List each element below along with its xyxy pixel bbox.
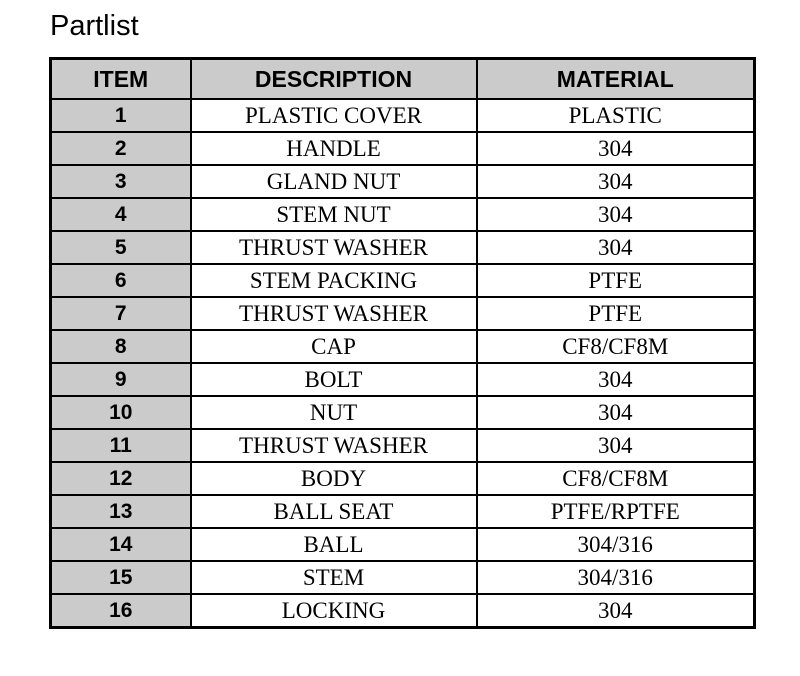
column-header-item: ITEM xyxy=(51,59,191,100)
item-number-cell: 8 xyxy=(51,330,191,363)
description-cell: THRUST WASHER xyxy=(191,297,477,330)
description-cell: BODY xyxy=(191,462,477,495)
item-number-cell: 14 xyxy=(51,528,191,561)
column-header-material: MATERIAL xyxy=(477,59,755,100)
material-cell: 304 xyxy=(477,429,755,462)
item-number-cell: 9 xyxy=(51,363,191,396)
table-row xyxy=(51,429,755,462)
item-number-cell: 4 xyxy=(51,198,191,231)
item-number-cell: 2 xyxy=(51,132,191,165)
description-cell: STEM xyxy=(191,561,477,594)
item-number-cell: 6 xyxy=(51,264,191,297)
item-number-cell: 3 xyxy=(51,165,191,198)
item-number-cell: 5 xyxy=(51,231,191,264)
item-number-cell: 11 xyxy=(51,429,191,462)
description-cell: PLASTIC COVER xyxy=(191,99,477,132)
column-header-description: DESCRIPTION xyxy=(191,59,477,100)
item-number-cell: 16 xyxy=(51,594,191,628)
item-number-cell: 7 xyxy=(51,297,191,330)
table-row xyxy=(51,132,755,165)
table-row xyxy=(51,561,755,594)
material-cell: 304 xyxy=(477,165,755,198)
material-cell: CF8/CF8M xyxy=(477,462,755,495)
item-number-cell: 10 xyxy=(51,396,191,429)
table-row xyxy=(51,495,755,528)
material-cell: PLASTIC xyxy=(477,99,755,132)
material-cell: PTFE xyxy=(477,297,755,330)
item-number-cell: 1 xyxy=(51,99,191,132)
material-cell: 304 xyxy=(477,198,755,231)
material-cell: 304 xyxy=(477,132,755,165)
table-row xyxy=(51,594,755,628)
table-row xyxy=(51,264,755,297)
material-cell: PTFE/RPTFE xyxy=(477,495,755,528)
material-cell: 304/316 xyxy=(477,528,755,561)
description-cell: BALL SEAT xyxy=(191,495,477,528)
item-number-cell: 13 xyxy=(51,495,191,528)
material-cell: PTFE xyxy=(477,264,755,297)
description-cell: STEM NUT xyxy=(191,198,477,231)
table-row xyxy=(51,462,755,495)
table-row xyxy=(51,363,755,396)
description-cell: THRUST WASHER xyxy=(191,231,477,264)
table-row xyxy=(51,99,755,132)
table-row xyxy=(51,297,755,330)
description-cell: BOLT xyxy=(191,363,477,396)
table-row xyxy=(51,231,755,264)
description-cell: HANDLE xyxy=(191,132,477,165)
table-header-row xyxy=(51,59,755,100)
description-cell: STEM PACKING xyxy=(191,264,477,297)
material-cell: CF8/CF8M xyxy=(477,330,755,363)
material-cell: 304 xyxy=(477,594,755,628)
material-cell: 304/316 xyxy=(477,561,755,594)
description-cell: LOCKING xyxy=(191,594,477,628)
table-row xyxy=(51,330,755,363)
item-number-cell: 12 xyxy=(51,462,191,495)
material-cell: 304 xyxy=(477,363,755,396)
table-row xyxy=(51,198,755,231)
material-cell: 304 xyxy=(477,231,755,264)
table-row xyxy=(51,396,755,429)
table-row xyxy=(51,528,755,561)
table-row xyxy=(51,165,755,198)
description-cell: GLAND NUT xyxy=(191,165,477,198)
item-number-cell: 15 xyxy=(51,561,191,594)
description-cell: NUT xyxy=(191,396,477,429)
page-title: Partlist xyxy=(50,10,139,42)
description-cell: CAP xyxy=(191,330,477,363)
partlist-table xyxy=(49,57,756,629)
description-cell: BALL xyxy=(191,528,477,561)
material-cell: 304 xyxy=(477,396,755,429)
description-cell: THRUST WASHER xyxy=(191,429,477,462)
